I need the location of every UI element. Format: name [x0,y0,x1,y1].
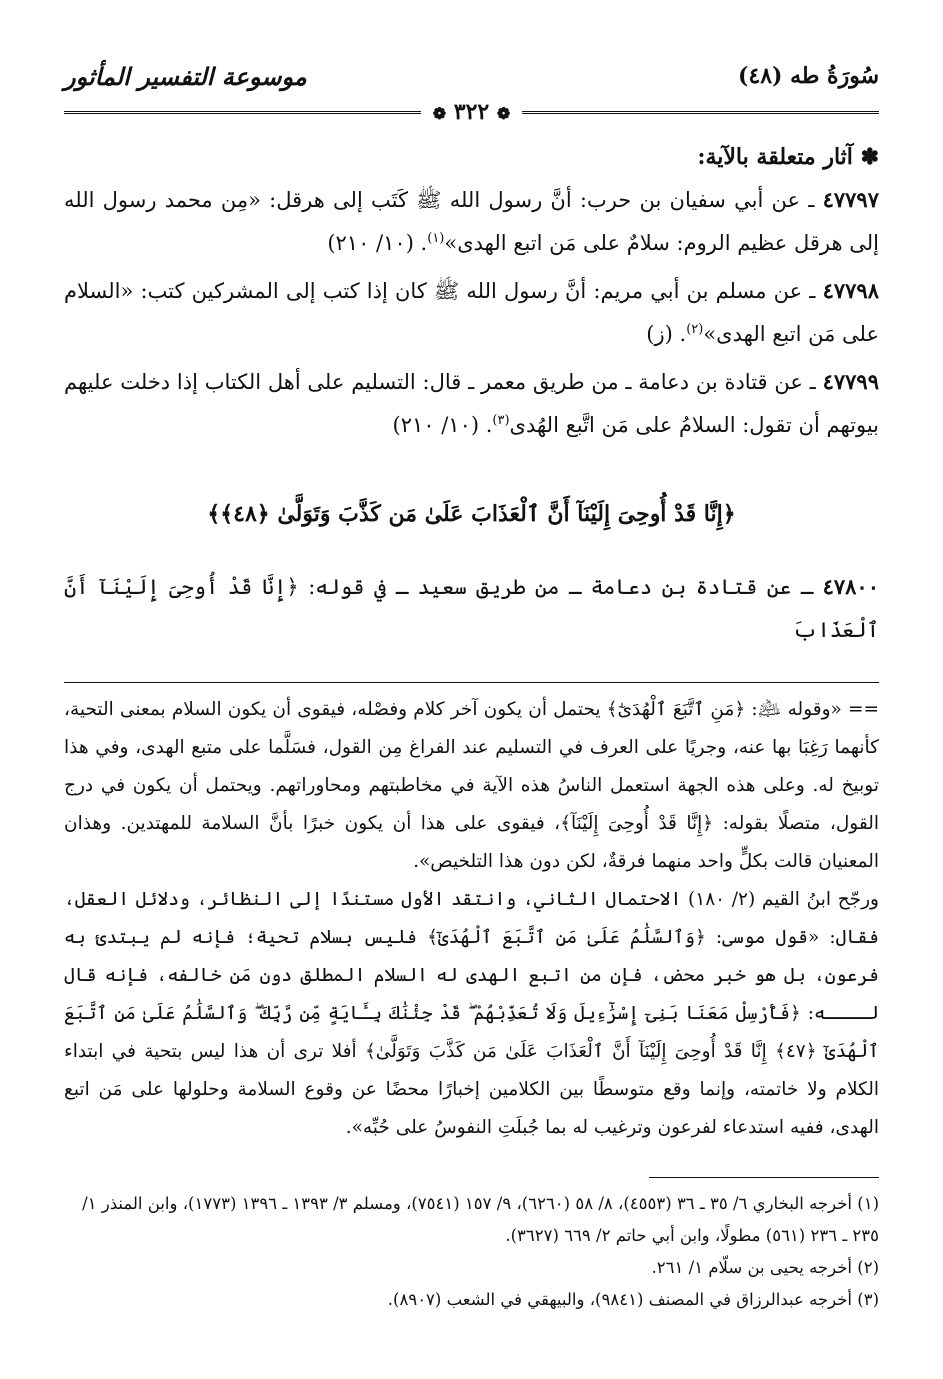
entry-47797 [64,178,879,265]
reference-3: (٣) أخرجه عبدالرزاق في المصنف (٩٨٤١)، والبيهقي في الشعب (٨٩٠٧). [387,1290,879,1309]
entry-tail: . (١٠/ ٢١٠) [392,413,493,437]
entry-tail: . (١٠/ ٢١٠) [327,231,428,255]
surah-label: سُورَةُ طه (٤٨) [737,63,879,89]
entry-number: ٤٧٧٩٩ [822,369,879,394]
quran-verse: ﴿إِنَّا قَدْ أُوحِىَ إِلَيْنَآ أَنَّ ٱلْعَذَابَ عَلَىٰ مَن كَذَّبَ وَتَوَلَّىٰ ﴿٤٨﴾﴾ [207,501,736,527]
page-header [64,56,879,96]
entry-47798 [64,269,879,356]
page-number: ٣٢٢ [453,99,490,125]
header-divider-right [522,111,879,114]
header-divider-left [64,111,421,114]
entry-47800 [64,565,879,652]
footnote-marker: (١) [427,231,445,246]
reference-2: (٢) أخرجه يحيى بن سلّام ١/ ٢٦١. [651,1258,879,1277]
entry-number: ٤٧٨٠٠ [822,574,879,599]
book-title: موسوعة التفسير المأثور [64,61,307,91]
entry-tail: . (ز) [646,322,687,346]
page-number-wrapper [421,99,523,125]
entry-text: ـ عن قتادة بن دعامة ـ من طريق معمر ـ قال: التسليم على أهل الكتاب إذا دخلت عليهم بيوتهم أن تقول: السلامُ على مَن اتَّبع الهُدى [64,370,879,437]
ornament-icon: ❁ [496,104,511,123]
note-paragraph: ورجّح ابنُ القيم (٢/ ١٨٠) الاحتمال الثاني، وانتقد الأول مستندًا إلى النظائر، ودلائل العقل، فقال: «قول موسى: ﴿وَٱلسَّلَٰمُ عَلَىٰ مَنِ ٱتَّبَعَ ٱلْهُدَىٰٓ﴾ فليس بسلام تحية؛ فإنه لم يبتدئ به فرعون، بل هو خبر محض، فإن من اتبع الهدى له السلام المطلق دون مَن خالفه، فإنه قال لــــه: ﴿فَأْرْسِلْ مَعَنَا بَنِىٓ إِسْرَٰٓءِيلَ وَلَا تُعَذِّبْهُمْ ۖ قَدْ جِئْنَٰكَ بِـَٔايَةٍ مِّن رَّبِّكَ ۖ وَٱلسَّلَٰمُ عَلَىٰ مَنِ ٱتَّبَعَ ٱلْهُدَىٰٓ ﴿٤٧﴾ إِنَّا قَدْ أُوحِىَ إِلَيْنَآ أَنَّ ٱلْعَذَابَ عَلَىٰ مَن كَذَّبَ وَتَوَلَّىٰ﴾ أفلا ترى أن هذا ليس بتحية في ابتداء الكلام ولا خاتمته، وإنما وقع متوسطًا بين الكلامين إخبارًا محضًا عن وقوع السلامة وحلولها على مَن اتبع الهدى، ففيه استدعاء لفرعون وترغيب له بما جُبلَتِ النفوسُ على حُبِّه». [64,889,879,1138]
entry-text: ـ عن قتادة بن دعامة ـ من طريق سعيد ـ في قوله: ﴿إِنَّا قَدْ أُوحِىَ إِلَيْنَآ أَنَّ ٱلْعَذَابَ [64,575,879,642]
entry-number: ٤٧٧٩٨ [822,278,879,303]
reference-1: (١) أخرجه البخاري ٦/ ٣٥ ـ ٣٦ (٤٥٥٣)، ٨/ ٥٨ (٦٢٦٠)، ٩/ ١٥٧ (٧٥٤١)، ومسلم ٣/ ١٣٩٣ ـ ١٣٩٦ (١٧٧٣)، وابن المنذر ١/ ٢٣٥ ـ ٢٣٦ (٥٦١) مطولًا، وابن أبي حاتم ٢/ ٦٦٩ (٣٦٢٧). [82,1194,879,1245]
header-rule [64,100,879,124]
notes-divider [64,682,879,683]
footnote-marker: (٢) [686,322,704,337]
entry-number: ٤٧٧٩٧ [822,187,879,212]
footnote-marker: (٣) [492,413,510,428]
flower-ornament-icon: ✽ [860,144,879,170]
entry-47799 [64,360,879,447]
entry-text: ـ عن أبي سفيان بن حرب: أنَّ رسول الله ﷺ كَتَب إلى هرقل: «مِن محمد رسول الله إلى هرقل عظيم الروم: سلامٌ على مَن اتبع الهدى» [64,188,879,255]
ornament-icon: ❁ [432,104,447,123]
note-paragraph: == «وقوله ﵇: ﴿مَنِ ٱتَّبَعَ ٱلْهُدَىٰٓ﴾ يحتمل أن يكون آخر كلام وفصْله، فيقوى أن يكون السلام بمعنى التحية، كأنهما رَغِبَا بها عنه، وجريًا على العرف في التسليم عند الفراغ مِن القول، فسَلَّما على متبع الهدى، وفي هذا توبيخ له. وعلى هذه الجهة استعمل الناسُ هذه الآية في مخاطبتهم ومحاوراتهم. ويحتمل أن يكون في درج القول، متصلًا بقوله: ﴿إِنَّا قَدْ أُوحِىَ إِلَيْنَآ﴾، فيقوى على هذا أن يكون خبرًا بأنَّ السلامة للمهتدين. وهذان المعنيان قالت بكلٍّ واحد منهما فرقةٌ، لكن دون هذا التلخيص». [64,699,879,872]
section-title: ✽ آثار متعلقة بالآية: [697,144,879,170]
references-divider [649,1177,879,1178]
document-page [64,56,879,1316]
entry-text: ـ عن مسلم بن أبي مريم: أنَّ رسول الله ﷺ كان إذا كتب إلى المشركين كتب: «السلام على مَن اتبع الهدى» [64,279,879,346]
